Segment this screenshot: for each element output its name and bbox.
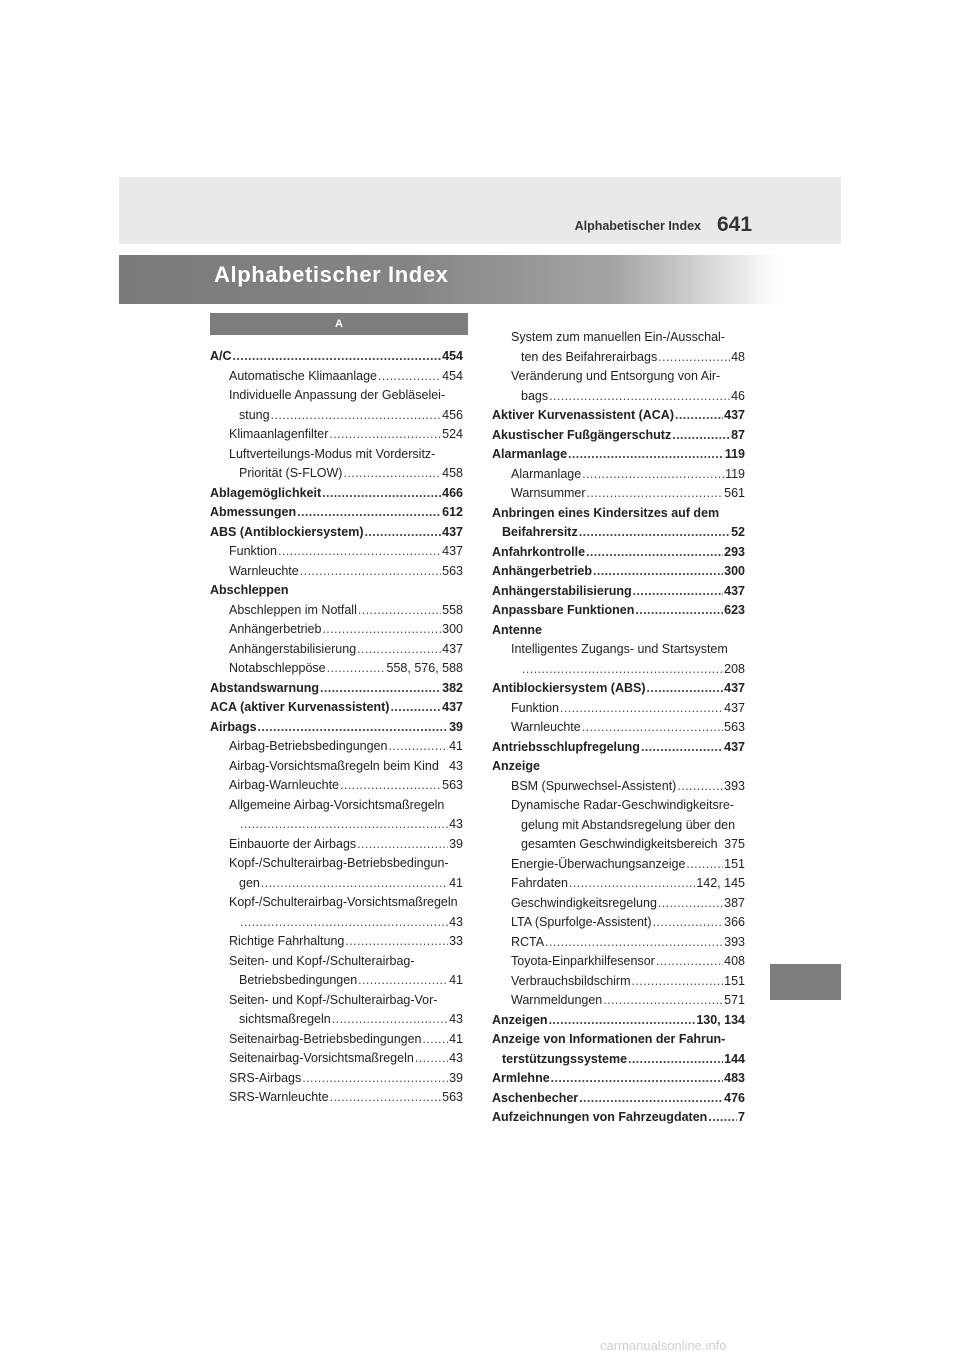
index-term: Anzeigen: [492, 1012, 548, 1027]
dot-leader: [549, 1011, 696, 1031]
dot-leader: [320, 679, 441, 699]
index-entry: [492, 1108, 745, 1128]
index-term: Einbauorte der Airbags: [229, 836, 357, 851]
index-entry-line: Veränderung und Entsorgung von Air-: [511, 369, 721, 383]
index-entry: [210, 815, 463, 835]
index-page-ref: 43: [449, 914, 463, 929]
index-entry: [492, 465, 745, 485]
index-term: Antiblockiersystem (ABS): [492, 681, 646, 695]
index-entry: [492, 601, 745, 621]
index-entry: [492, 543, 745, 563]
dot-leader: [603, 991, 723, 1011]
index-page-ref: 7: [738, 1110, 745, 1124]
dot-leader: [300, 562, 441, 582]
index-term: Energie-Überwachungsanzeige: [511, 856, 686, 871]
index-page-ref: 437: [442, 544, 463, 558]
index-page-ref: 33: [449, 934, 463, 948]
index-term: Armlehne: [492, 1071, 550, 1085]
dot-leader: [340, 776, 441, 796]
dot-leader: [240, 815, 448, 835]
dot-leader: [415, 1049, 448, 1069]
index-page-ref: 87: [731, 427, 745, 442]
dot-leader: [672, 426, 730, 446]
index-entry: [492, 835, 745, 855]
index-entry: [210, 835, 463, 855]
index-term: Warnmeldungen: [511, 993, 603, 1007]
index-entry: [210, 484, 463, 504]
index-page-ref: 151: [724, 973, 745, 988]
index-term: Automatische Klimaanlage: [229, 368, 377, 383]
dot-leader: [582, 718, 723, 738]
dot-leader: [635, 601, 723, 621]
index-entry: [492, 387, 745, 407]
index-entry: [492, 991, 745, 1011]
index-term: Seitenairbag-Betriebsbedingungen: [229, 1031, 422, 1046]
index-page-ref: 43: [449, 1051, 463, 1065]
index-entry: [210, 523, 463, 543]
index-page-ref: 43: [449, 817, 463, 831]
index-term: Geschwindigkeitsregelung: [511, 895, 657, 910]
index-term: Aufzeichnungen von Fahrzeugdaten: [492, 1110, 708, 1124]
dot-leader: [686, 855, 723, 875]
dot-leader: [568, 445, 724, 465]
dot-leader: [579, 1089, 723, 1109]
dot-leader: [343, 464, 441, 484]
index-entry: [492, 913, 745, 933]
index-term: gen: [239, 875, 260, 890]
index-page-ref: 437: [724, 583, 745, 598]
dot-leader: [593, 562, 723, 582]
index-term: Toyota-Einparkhilfesensor: [511, 954, 655, 968]
index-page-ref: 387: [724, 895, 745, 910]
index-term: LTA (Spurfolge-Assistent): [511, 915, 652, 929]
index-page-ref: 623: [724, 603, 745, 617]
index-term: Warnleuchte: [229, 563, 299, 578]
index-page-ref: 300: [724, 564, 745, 578]
index-entry: [210, 1069, 463, 1089]
index-term: ten des Beifahrerairbags: [521, 349, 658, 364]
index-entry-line: Seiten- und Kopf-/Schulterairbag-: [229, 953, 415, 968]
index-page-ref: 476: [724, 1090, 745, 1105]
chapter-tab: [770, 964, 841, 1000]
index-page-ref: 524: [442, 427, 463, 441]
index-entry: [492, 699, 745, 719]
index-entry: [210, 874, 463, 894]
index-term: Funktion: [229, 544, 277, 558]
index-entry: [492, 1069, 745, 1089]
index-term: BSM (Spurwechsel-Assistent): [511, 778, 677, 793]
dot-leader: [332, 1010, 448, 1030]
index-term: Aktiver Kurvenassistent (ACA): [492, 408, 674, 422]
index-entry: [492, 855, 745, 875]
dot-leader: [390, 698, 441, 718]
index-term: Betriebsbedingungen: [239, 973, 358, 987]
index-term: Abmessungen: [210, 505, 297, 519]
index-page-ref: 208: [724, 661, 745, 676]
index-entry: [492, 562, 745, 582]
dot-leader: [587, 484, 724, 504]
index-page-ref: 408: [724, 954, 745, 968]
dot-leader: [677, 777, 723, 797]
index-page-ref: 454: [442, 349, 463, 363]
dot-leader: [233, 347, 442, 367]
index-entry: [210, 562, 463, 582]
index-entry: [210, 347, 463, 367]
index-term: RCTA: [511, 934, 545, 949]
index-term: stung: [239, 407, 270, 422]
page-number: 641: [717, 213, 753, 236]
banner-title: Alphabetischer Index: [214, 262, 449, 287]
index-term: Richtige Fahrhaltung: [229, 934, 345, 948]
dot-leader: [388, 737, 448, 757]
index-entry: [210, 581, 463, 601]
index-term: sichtsmaßregeln: [239, 1012, 331, 1026]
index-entry: [210, 1030, 463, 1050]
dot-leader: [302, 1069, 448, 1089]
index-term: Anzeige: [492, 759, 540, 773]
dot-leader: [329, 425, 441, 445]
index-entry: [492, 445, 745, 465]
index-entry-line: Dynamische Radar-Geschwindigkeitsre-: [511, 798, 734, 812]
index-term: Abstandswarnung: [210, 680, 320, 695]
index-term: Alarmanlage: [511, 466, 582, 481]
index-term: Anhängerbetrieb: [492, 564, 593, 578]
index-term: terstützungssysteme: [502, 1051, 628, 1066]
dot-leader: [357, 835, 448, 855]
index-term: Alarmanlage: [492, 447, 568, 461]
index-entry-line: Luftverteilungs-Modus mit Vordersitz-: [229, 446, 436, 461]
letter-heading: A: [210, 313, 468, 335]
index-entry-line: Intelligentes Zugangs- und Startsystem: [511, 642, 728, 656]
index-entry: [210, 542, 463, 562]
index-entry: [492, 582, 745, 602]
index-page-ref: 41: [449, 973, 463, 987]
index-term: Antenne: [492, 622, 542, 637]
dot-leader: [240, 913, 448, 933]
dot-leader: [330, 1088, 442, 1108]
dot-leader: [357, 640, 441, 660]
dot-leader: [551, 1069, 723, 1089]
index-page-ref: 458: [442, 466, 463, 480]
dot-leader: [258, 718, 449, 738]
dot-leader: [261, 874, 448, 894]
index-term: Abschleppen im Notfall: [229, 602, 357, 617]
index-page-ref: 39: [449, 1070, 463, 1085]
dot-leader: [653, 913, 724, 933]
index-entry-line: Allgemeine Airbag-Vorsichtsmaßregeln: [229, 797, 445, 812]
index-entry-line: System zum manuellen Ein-/Ausschal-: [511, 330, 725, 344]
index-term: Aschenbecher: [492, 1090, 579, 1105]
dot-leader: [345, 932, 448, 952]
index-entry: [210, 659, 463, 679]
index-entry: [210, 425, 463, 445]
index-page-ref: 437: [724, 700, 745, 715]
dot-leader: [522, 660, 723, 680]
dot-leader: [647, 679, 724, 699]
index-term: Airbag-Vorsichtsmaßregeln beim Kind: [229, 758, 439, 773]
index-page-ref: 558: [442, 602, 463, 617]
index-entry: [492, 718, 745, 738]
index-entry-line: Kopf-/Schulterairbag-Vorsichtsmaßregeln: [229, 895, 458, 909]
index-term: Klimaanlagenfilter: [229, 427, 329, 441]
index-page-ref: 466: [442, 485, 463, 500]
index-entry: [210, 932, 463, 952]
index-page-ref: 375: [724, 837, 745, 851]
index-page-ref: 437: [724, 681, 745, 695]
index-entry-line: Seiten- und Kopf-/Schulterairbag-Vor-: [229, 992, 438, 1007]
index-term: Airbag-Warnleuchte: [229, 778, 340, 792]
index-term: Anhängerstabilisierung: [229, 641, 357, 656]
index-entry: [492, 874, 745, 894]
index-term: Anpassbare Funktionen: [492, 603, 635, 617]
index-page-ref: 437: [442, 524, 463, 539]
index-entry: [210, 757, 463, 777]
index-entry: [210, 367, 463, 387]
dot-leader: [358, 601, 441, 621]
index-page-ref: 41: [449, 875, 463, 890]
index-page-ref: 437: [724, 408, 745, 422]
index-term: Warnleuchte: [511, 720, 581, 734]
index-entry-line: Kopf-/Schulterairbag-Betriebsbedingun-: [229, 856, 449, 870]
index-term: Anhängerbetrieb: [229, 622, 322, 636]
index-term: ACA (aktiver Kurvenassistent): [210, 700, 390, 714]
index-entry: [210, 620, 463, 640]
index-term: Anhängerstabilisierung: [492, 583, 632, 598]
index-entry-line: Individuelle Anpassung der Gebläselei-: [229, 388, 446, 402]
index-term: Ablagemöglichkeit: [210, 485, 322, 500]
index-page-ref: 142, 145: [696, 876, 745, 890]
index-page-ref: 454: [442, 368, 463, 383]
dot-leader: [358, 971, 448, 991]
index-page-ref: 119: [725, 466, 745, 481]
index-term: Abschleppen: [210, 583, 289, 597]
index-page-ref: 39: [449, 836, 463, 851]
index-entry: [492, 660, 745, 680]
index-column-right: [492, 328, 745, 1128]
index-entry-line: gelung mit Abstandsregelung über den: [521, 817, 736, 832]
dot-leader: [423, 1030, 449, 1050]
dot-leader: [675, 406, 723, 426]
dot-leader: [582, 465, 724, 485]
index-page-ref: 293: [724, 544, 745, 559]
index-entry: [210, 737, 463, 757]
index-entry: [210, 776, 463, 796]
index-term: Seitenairbag-Vorsichtsmaßregeln: [229, 1051, 414, 1065]
dot-leader: [658, 348, 730, 368]
index-term: Airbag-Betriebsbedingungen: [229, 739, 388, 753]
index-page-ref: 151: [724, 856, 745, 871]
index-page-ref: 393: [724, 778, 745, 793]
index-term: ABS (Antiblockiersystem): [210, 524, 364, 539]
dot-leader: [327, 659, 386, 679]
index-page-ref: 563: [442, 563, 463, 578]
index-term: SRS-Warnleuchte: [229, 1090, 329, 1104]
index-entry-line: Anzeige von Informationen der Fahrun-: [492, 1032, 726, 1046]
dot-leader: [658, 894, 723, 914]
index-term: Antriebsschlupfregelung: [492, 739, 640, 754]
dot-leader: [545, 933, 723, 953]
index-term: Beifahrersitz: [502, 525, 578, 539]
header-section-title: Alphabetischer Index: [574, 219, 701, 233]
index-column-left: [210, 347, 463, 1108]
index-page-ref: 456: [442, 407, 463, 422]
index-page-ref: 300: [442, 622, 463, 636]
index-page-ref: 366: [724, 915, 745, 929]
index-page-ref: 437: [442, 641, 463, 656]
index-page-ref: 561: [724, 486, 745, 500]
index-term: Funktion: [511, 700, 559, 715]
index-page-ref: 130, 134: [696, 1012, 745, 1027]
index-page-ref: 382: [442, 680, 463, 695]
index-entry: [492, 484, 745, 504]
index-page-ref: 119: [724, 447, 745, 461]
index-entry: [492, 738, 745, 758]
dot-leader: [278, 542, 441, 562]
watermark: carmanualsonline.info: [600, 1338, 727, 1353]
dot-leader: [569, 874, 695, 894]
dot-leader: [549, 387, 730, 407]
index-page-ref: 563: [442, 1090, 463, 1104]
index-entry: [210, 971, 463, 991]
index-term: Akustischer Fußgängerschutz: [492, 427, 672, 442]
dot-leader: [632, 972, 724, 992]
index-entry: [210, 718, 463, 738]
index-entry: [492, 933, 745, 953]
index-entry: [210, 640, 463, 660]
index-term: Airbags: [210, 719, 257, 734]
index-term: Priorität (S-FLOW): [239, 466, 343, 480]
index-page-ref: 43: [449, 1012, 463, 1026]
index-page-ref: 41: [449, 1031, 463, 1046]
index-entry: [210, 698, 463, 718]
dot-leader: [641, 738, 723, 758]
index-entry: [210, 601, 463, 621]
index-entry: [210, 503, 463, 523]
dot-leader: [378, 367, 441, 387]
index-term: SRS-Airbags: [229, 1070, 302, 1085]
index-page-ref: 437: [442, 700, 463, 714]
dot-leader: [633, 582, 724, 602]
index-entry: [492, 972, 745, 992]
index-term: bags: [521, 388, 549, 403]
index-page-ref: 144: [724, 1051, 745, 1066]
index-entry: [492, 757, 745, 777]
index-term: Warnsummer: [511, 486, 586, 500]
index-page-ref: 39: [449, 719, 463, 734]
dot-leader: [708, 1108, 737, 1128]
index-entry: [210, 464, 463, 484]
index-term: A/C: [210, 349, 232, 363]
dot-leader: [322, 620, 441, 640]
index-page-ref: 563: [724, 720, 745, 734]
dot-leader: [271, 406, 442, 426]
index-term: Anfahrkontrolle: [492, 544, 586, 559]
index-entry: [492, 406, 745, 426]
index-entry: [492, 1089, 745, 1109]
index-entry: [492, 523, 745, 543]
dot-leader: [322, 484, 441, 504]
index-page-ref: 612: [442, 505, 463, 519]
dot-leader: [586, 543, 723, 563]
index-page-ref: 558, 576, 588: [386, 661, 463, 675]
index-page-ref: 483: [724, 1071, 745, 1085]
index-entry: [492, 1050, 745, 1070]
index-term: Notabschleppöse: [229, 661, 326, 675]
index-entry: [492, 952, 745, 972]
index-entry: [492, 621, 745, 641]
dot-leader: [365, 523, 442, 543]
dot-leader: [656, 952, 723, 972]
index-entry: [492, 679, 745, 699]
index-entry: [210, 679, 463, 699]
dot-leader: [560, 699, 723, 719]
index-entry: [210, 1049, 463, 1069]
index-page-ref: 43: [449, 758, 463, 773]
index-entry: [492, 426, 745, 446]
index-page-ref: 46: [731, 388, 745, 403]
index-entry: [492, 777, 745, 797]
index-page-ref: 52: [731, 525, 745, 539]
index-term: Fahrdaten: [511, 876, 568, 890]
index-page-ref: 571: [724, 993, 745, 1007]
index-page-ref: 41: [449, 739, 463, 753]
index-entry: [210, 1010, 463, 1030]
index-entry: [492, 1011, 745, 1031]
index-entry: [210, 913, 463, 933]
dot-leader: [297, 503, 441, 523]
index-entry: [492, 348, 745, 368]
index-page-ref: 437: [724, 739, 745, 754]
index-page-ref: 393: [724, 934, 745, 949]
index-entry-line: Anbringen eines Kindersitzes auf dem: [492, 505, 720, 520]
index-entry: [210, 1088, 463, 1108]
index-banner: [119, 255, 779, 304]
index-entry: [210, 406, 463, 426]
index-term: Verbrauchsbildschirm: [511, 973, 631, 988]
index-page-ref: 48: [731, 349, 745, 364]
index-term: gesamten Geschwindigkeitsbereich: [521, 837, 718, 851]
index-page-ref: 563: [442, 778, 463, 792]
index-entry: [492, 894, 745, 914]
page-header: [119, 177, 841, 244]
dot-leader: [579, 523, 730, 543]
dot-leader: [628, 1050, 723, 1070]
